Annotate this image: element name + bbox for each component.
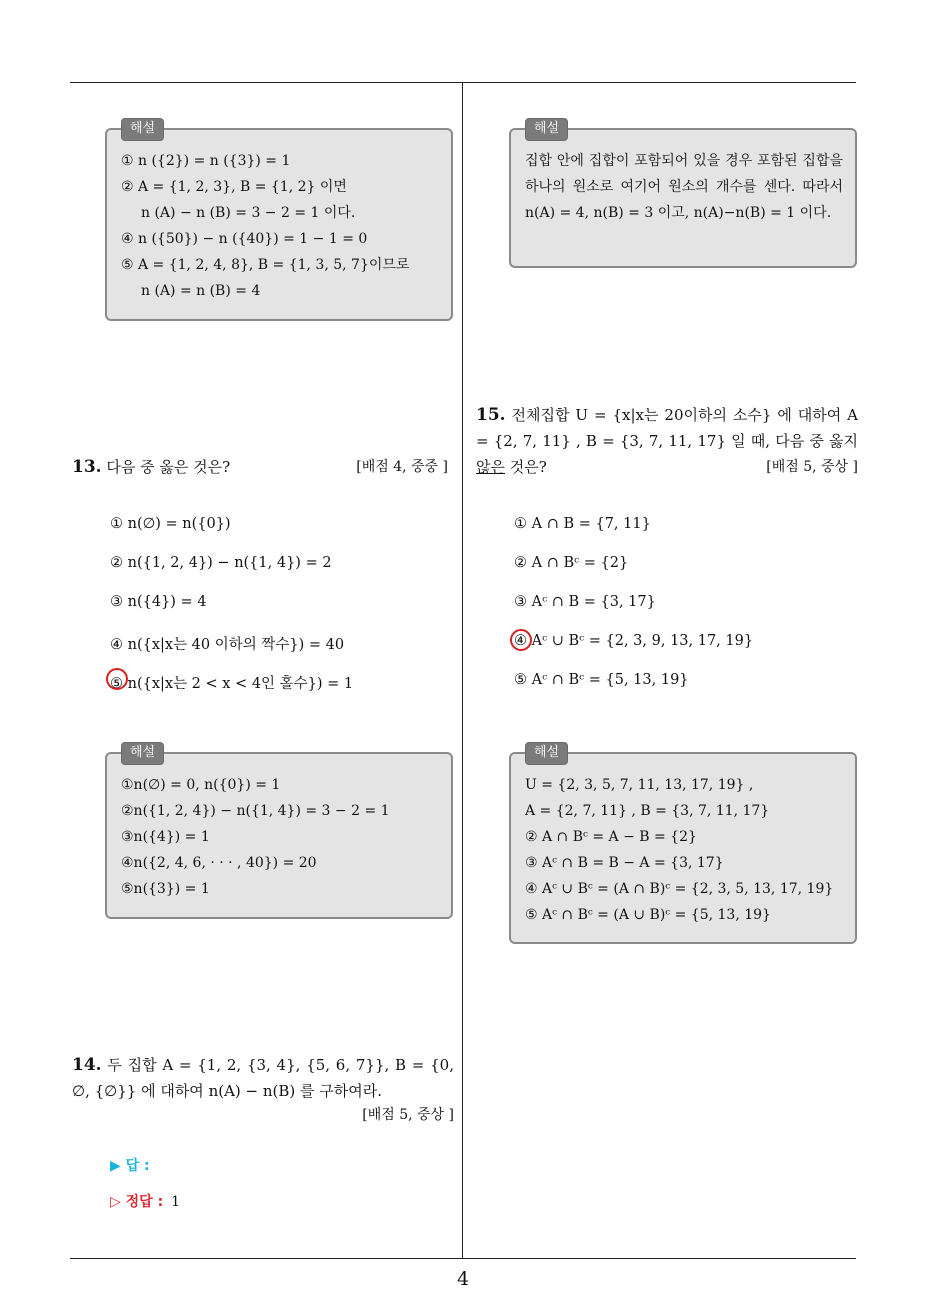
explanation-box-q12 <box>105 121 453 321</box>
page-number: 4 <box>456 1268 470 1290</box>
explanation-tag: 해설 <box>525 118 568 141</box>
option-13-5[interactable]: ⑤ n({x|x는 2 < x < 4인 홀수}) = 1 <box>110 676 354 692</box>
question-14 <box>72 1052 454 1124</box>
column-divider <box>462 82 463 1259</box>
question-number: 14. <box>72 1055 102 1075</box>
explanation-tag: 해설 <box>525 742 568 765</box>
question-score: [배점 4, 중중 ] <box>356 459 448 475</box>
explanation-tag: 해설 <box>121 742 164 765</box>
question-number: 13. <box>72 457 102 477</box>
explanation-box-right-top <box>509 121 857 268</box>
explanation-line: ④ Aᶜ ∪ Bᶜ = (A ∩ B)ᶜ = {2, 3, 5, 13, 17, 19} <box>525 881 834 897</box>
explanation-line: ④ n ({50}) − n ({40}) = 1 − 1 = 0 <box>121 231 368 247</box>
explanation-line: ②n({1, 2, 4}) − n({1, 4}) = 3 − 2 = 1 <box>121 803 390 819</box>
question-text: 두 집합 A = {1, 2, {3, 4}, {5, 6, 7}}, B = {0, ∅, {∅}} 에 대하여 n(A) − n(B) 를 구하여라. <box>72 1056 454 1100</box>
explanation-line: n (A) = n (B) = 4 <box>141 283 261 299</box>
question-text: 다음 중 옳은 것은? <box>106 458 231 476</box>
answer-mark-circle <box>106 668 128 690</box>
option-13-1[interactable]: ① n(∅) = n({0}) <box>110 516 231 532</box>
option-15-3[interactable]: ③ Aᶜ ∩ B = {3, 17} <box>514 594 656 610</box>
question-number: 15. <box>476 405 506 425</box>
explanation-tag: 해설 <box>121 118 164 141</box>
option-15-4[interactable]: ④ Aᶜ ∪ Bᶜ = {2, 3, 9, 13, 17, 19} <box>514 633 754 649</box>
question-text-end: 것은? <box>504 458 547 476</box>
explanation-line: A = {2, 7, 11} , B = {3, 7, 11, 17} <box>525 803 770 819</box>
explanation-line: ①n(∅) = 0, n({0}) = 1 <box>121 777 281 793</box>
correct-answer-value: 1 <box>171 1194 181 1210</box>
question-score: [배점 5, 중상 ] <box>766 459 858 475</box>
explanation-line: ⑤ Aᶜ ∩ Bᶜ = (A ∪ B)ᶜ = {5, 13, 19} <box>525 907 771 923</box>
option-15-5[interactable]: ⑤ Aᶜ ∩ Bᶜ = {5, 13, 19} <box>514 672 689 688</box>
bottom-rule <box>70 1258 856 1259</box>
explanation-box-q13 <box>105 745 453 919</box>
option-15-1[interactable]: ① A ∩ B = {7, 11} <box>514 516 651 532</box>
explanation-box-q15 <box>509 745 857 944</box>
explanation-line: ⑤ A = {1, 2, 4, 8}, B = {1, 3, 5, 7}이므로 <box>121 257 410 273</box>
top-rule <box>70 82 856 83</box>
option-13-4[interactable]: ④ n({x|x는 40 이하의 짝수}) = 40 <box>110 637 345 653</box>
answer-label-text: ▶ 답 : <box>110 1158 150 1174</box>
option-15-2[interactable]: ② A ∩ Bᶜ = {2} <box>514 555 629 571</box>
question-15 <box>476 402 858 480</box>
explanation-line: ① n ({2}) = n ({3}) = 1 <box>121 153 291 169</box>
explanation-line: ④n({2, 4, 6, · · · , 40}) = 20 <box>121 855 317 871</box>
question-13 <box>72 454 448 480</box>
question-text: 전체집합 U = {x|x는 20이하의 소수} 에 대하여 A = {2, 7, 11} , B = {3, 7, 11, 17} 일 때, 다음 중 옳지 <box>476 406 858 450</box>
explanation-line: ② A = {1, 2, 3}, B = {1, 2} 이면 <box>121 179 347 195</box>
correct-answer <box>110 1191 180 1211</box>
explanation-line: ② A ∩ Bᶜ = A − B = {2} <box>525 829 697 845</box>
answer-mark-circle <box>510 629 532 651</box>
option-13-2[interactable]: ② n({1, 2, 4}) − n({1, 4}) = 2 <box>110 555 332 571</box>
explanation-line: ⑤n({3}) = 1 <box>121 881 210 897</box>
option-13-3[interactable]: ③ n({4}) = 4 <box>110 594 207 610</box>
explanation-line: U = {2, 3, 5, 7, 11, 13, 17, 19} , <box>525 777 754 793</box>
explanation-line: ③ Aᶜ ∩ B = B − A = {3, 17} <box>525 855 724 871</box>
explanation-line: n (A) − n (B) = 3 − 2 = 1 이다. <box>141 205 356 221</box>
explanation-paragraph: 집합 안에 집합이 포함되어 있을 경우 포함된 집합을 하나의 원소로 여기어 원소의 개수를 센다. 따라서 n(A) = 4, n(B) = 3 이고, n(A)−n(B) = 1 이다. <box>525 153 843 221</box>
question-emphasis: 않은 <box>476 458 505 476</box>
answer-label <box>110 1155 150 1175</box>
explanation-line: ③n({4}) = 1 <box>121 829 210 845</box>
correct-answer-label: ▷ 정답 : <box>110 1194 164 1210</box>
question-score: [배점 5, 중상 ] <box>362 1107 454 1123</box>
